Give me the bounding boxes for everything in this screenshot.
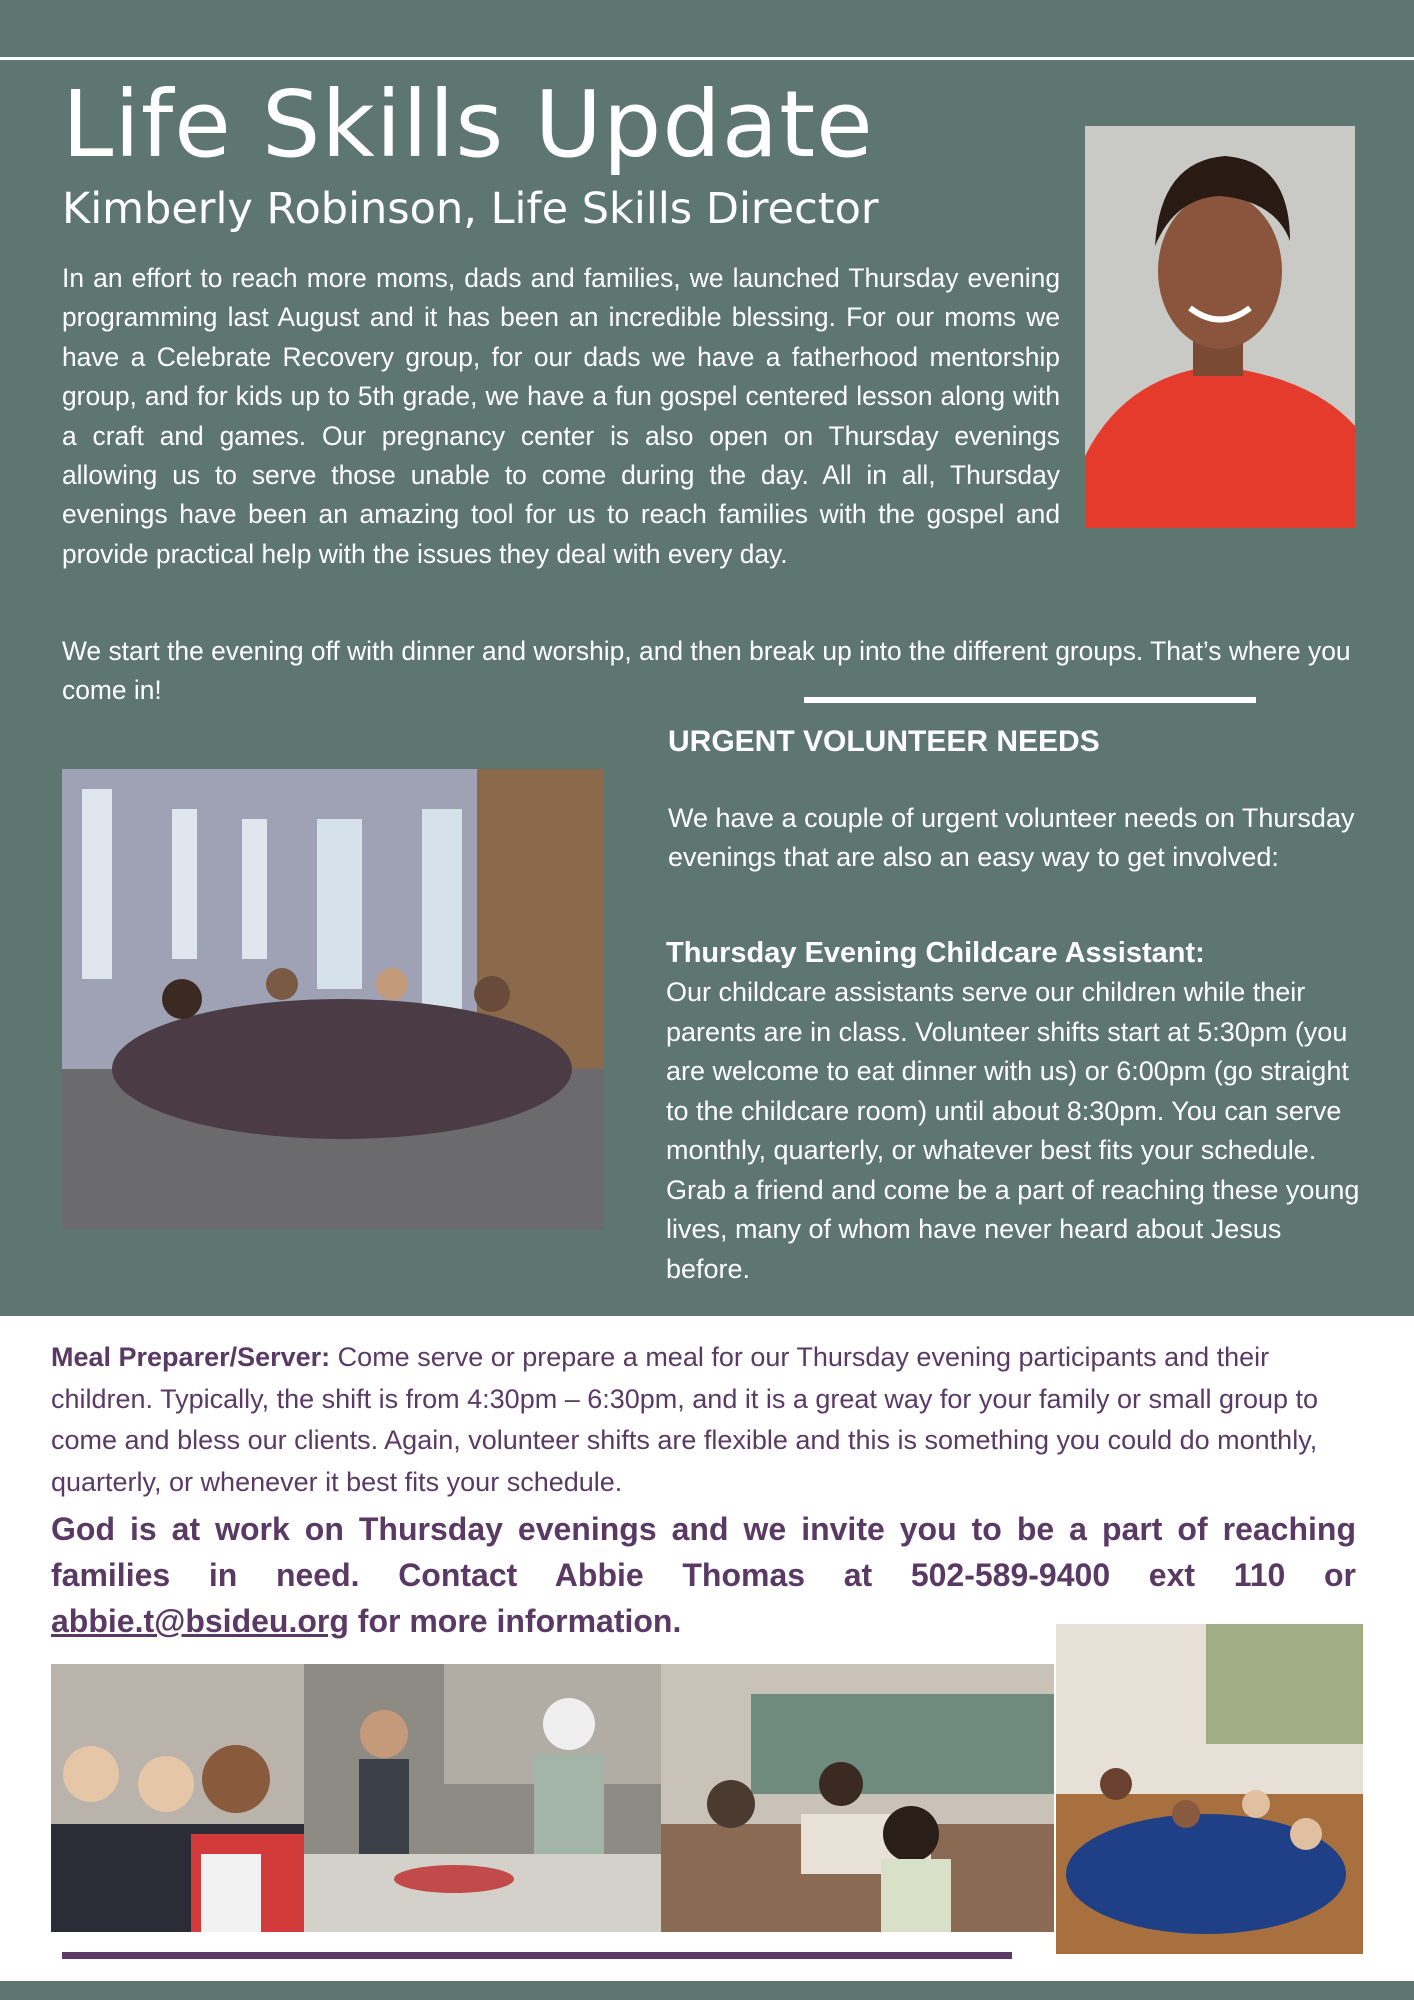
urgent-needs-intro: We have a couple of urgent volunteer needs on Thursday evenings that are also an easy way to get involved: <box>668 803 1355 872</box>
volunteers-smiling-photo <box>51 1664 304 1932</box>
cta-suffix: for more information. <box>348 1603 682 1639</box>
meal-preparer-section <box>51 1337 1351 1503</box>
purple-divider <box>62 1952 1012 1959</box>
top-divider <box>0 57 1414 60</box>
contact-email-link[interactable]: abbie.t@bsideu.org <box>51 1603 349 1639</box>
childcare-assistant-title: Thursday Evening Childcare Assistant: <box>666 937 1205 969</box>
childcare-assistant-section <box>666 933 1366 1289</box>
urgent-needs-heading: URGENT VOLUNTEER NEEDS <box>668 725 1100 758</box>
meal-preparer-title: Meal Preparer/Server: <box>51 1342 331 1372</box>
intro-paragraph: In an effort to reach more moms, dads and families, we launched Thursday evening programming last August and it has been an incredible blessing. For our moms we have a Celebrate Recovery group, for our dads we have a fatherhood mentorship group, and for kids up to 5th grade, we have a fun gospel centered lesson along with a craft and games. Our pregnancy center is also open on Thursday evenings allowing us to serve those unable to come during the day. All in all, Thursday evenings have been an amazing tool for us to reach families with the gospel and provide practical help with the issues they deal with every day. <box>62 263 1060 569</box>
cta-text: God is at work on Thursday evenings and we invite you to be a part of reaching families in need. Contact Abbie Thomas at 502-589-9400 ext 110 or <box>51 1511 1356 1593</box>
kids-classroom-photo <box>1056 1624 1363 1954</box>
meal-preparer-body: Come serve or prepare a meal for our Thursday evening participants and their children. Typically, the shift is from 4:30pm – 6:30pm, and it is a great way for your family or small group to come and bless our clients. Again, volunteer shifts are flexible and this is something you could do monthly, quarterly, or whenever it best fits your schedule. <box>51 1342 1319 1497</box>
kitchen-cooking-photo <box>304 1664 661 1932</box>
support-group-photo <box>62 769 604 1230</box>
urgent-divider <box>804 697 1256 703</box>
intro-paragraph-2: We start the evening off with dinner and worship, and then break up into the different groups. That’s where you come in! <box>62 636 1351 706</box>
childcare-assistant-body: Our childcare assistants serve our children while their parents are in class. Volunteer shifts start at 5:30pm (you are welcome to eat dinner with us) or 6:00pm (go straight to the childcare room) until about 8:30pm. You can serve monthly, quarterly, or whatever best fits your schedule. Grab a friend and come be a part of reaching these young lives, many of whom have never heard about Jesus before. <box>666 977 1360 1284</box>
dining-room-photo <box>661 1664 1054 1932</box>
director-portrait-photo <box>1085 126 1355 528</box>
page-subtitle: Kimberly Robinson, Life Skills Director <box>62 184 879 234</box>
bottom-band <box>0 1981 1414 2000</box>
page-title: Life Skills Update <box>62 71 874 178</box>
